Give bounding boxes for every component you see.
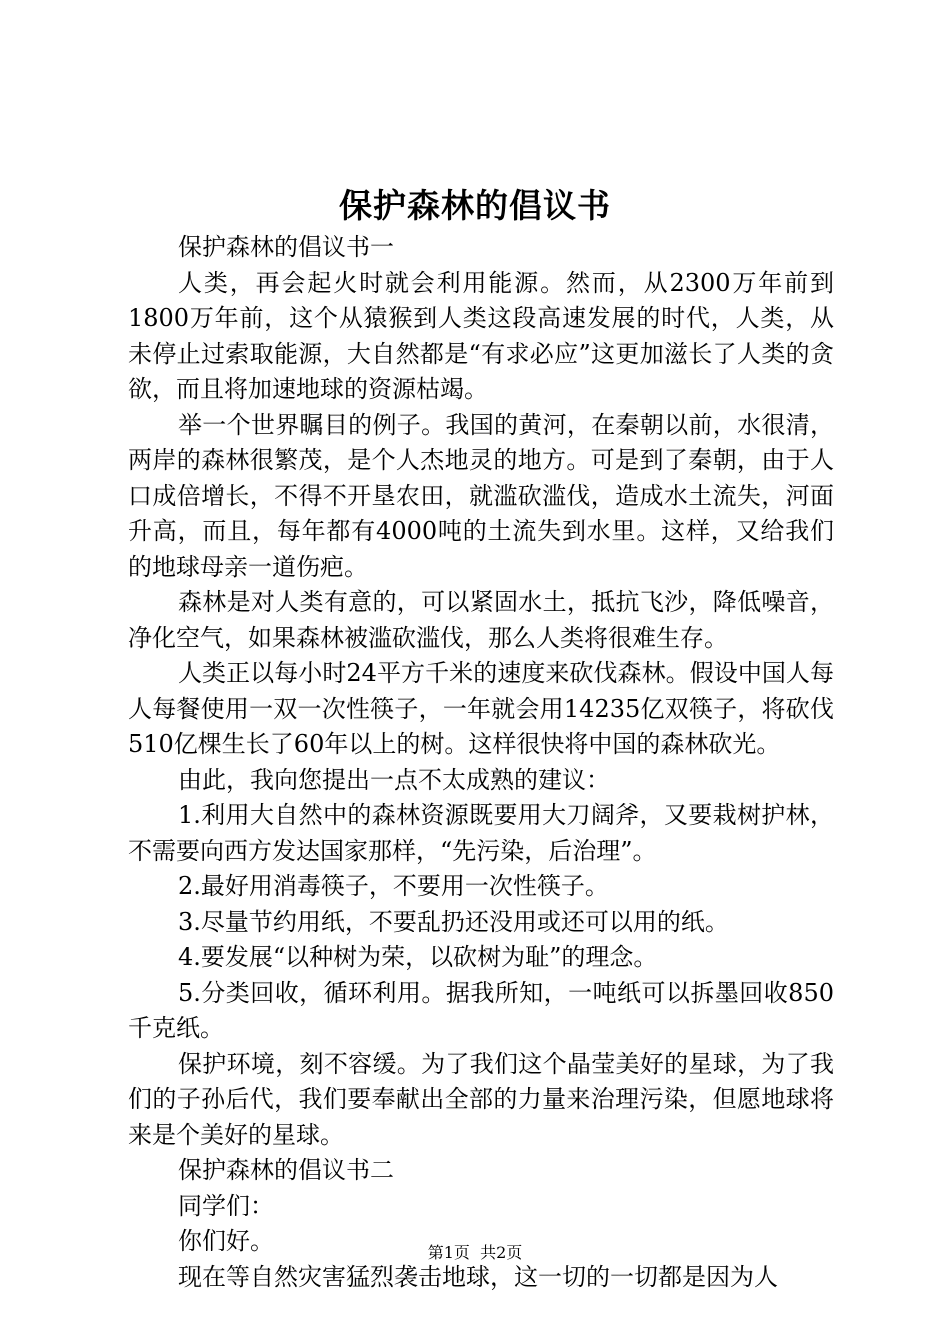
paragraph: 现在等自然灾害猛烈袭击地球，这一切的一切都是因为人	[178, 1262, 778, 1291]
greeting: 你们好。	[178, 1227, 274, 1255]
suggestion-item: 5.分类回收，循环利用。据我所知，一吨纸可以拆墨回收850千克纸。	[128, 978, 834, 1042]
page-footer	[0, 1242, 950, 1264]
paragraph: 举一个世界瞩目的例子。我国的黄河，在秦朝以前，水很清，两岸的森林很繁茂，是个人杰地灵的地方。可是到了秦朝，由于人口成倍增长，不得不开垦农田，就滥砍滥伐，造成水土流失，河面升高，而且，每年都有4000吨的土流失到水里。这样，又给我们的地球母亲一道伤疤。	[128, 410, 834, 581]
document-title: 保护森林的倡议书	[339, 186, 611, 225]
suggestion-item: 2.最好用消毒筷子，不要用一次性筷子。	[178, 872, 609, 900]
paragraph: 由此，我向您提出一点不太成熟的建议：	[178, 765, 610, 794]
section-heading-1: 保护森林的倡议书一	[178, 233, 394, 261]
suggestion-item: 4.要发展“以种树为荣，以砍树为耻”的理念。	[178, 943, 658, 971]
section-heading-2: 保护森林的倡议书二	[178, 1156, 394, 1184]
paragraph: 保护环境，刻不容缓。为了我们这个晶莹美好的星球，为了我们的子孙后代，我们要奉献出全部的力量来治理污染，但愿地球将来是个美好的星球。	[128, 1049, 834, 1149]
page-number: 第1页	[427, 1243, 470, 1262]
document-body	[128, 230, 834, 1295]
suggestion-item: 1.利用大自然中的森林资源既要用大刀阔斧，又要栽树护林，不需要向西方发达国家那样，“先污染，后治理”。	[128, 801, 834, 865]
page-total: 共2页	[480, 1243, 523, 1262]
suggestion-item: 3.尽量节约用纸，不要乱扔还没用或还可以用的纸。	[178, 907, 729, 936]
paragraph: 人类正以每小时24平方千米的速度来砍伐森林。假设中国人每人每餐使用一双一次性筷子，一年就会用14235亿双筷子，将砍伐510亿棵生长了60年以上的树。这样很快将中国的森林砍光。	[128, 659, 834, 758]
paragraph: 森林是对人类有意的，可以紧固水土，抵抗飞沙，降低噪音，净化空气，如果森林被滥砍滥伐，那么人类将很难生存。	[128, 588, 834, 652]
paragraph: 人类，再会起火时就会利用能源。然而，从2300万年前到1800万年前，这个从猿猴到人类这段高速发展的时代，人类，从未停止过索取能源，大自然都是“有求必应”这更加滋长了人类的贪欲，而且将加速地球的资源枯竭。	[128, 268, 834, 403]
salutation: 同学们：	[178, 1191, 274, 1220]
